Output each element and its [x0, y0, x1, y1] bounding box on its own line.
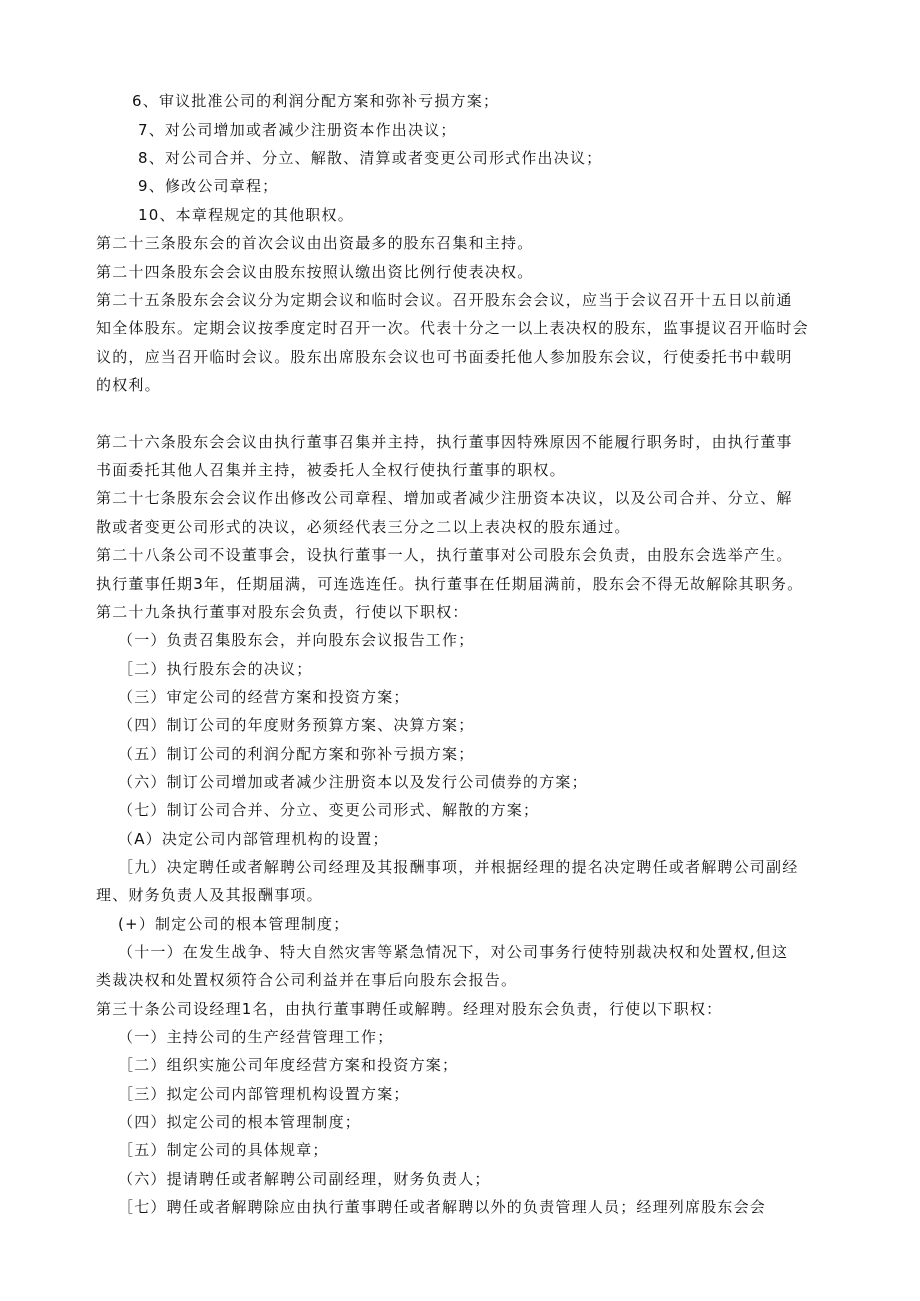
text-line: 第二十九条执行董事对股东会负责，行使以下职权： [96, 603, 469, 621]
text-line: ［七）聘任或者解聘除应由执行董事聘任或者解聘以外的负责管理人员；经理列席股东会会 [118, 1198, 767, 1216]
text-line: 知全体股东。定期会议按季度定时召开一次。代表十分之一以上表决权的股东，监事提议召开临时会 [96, 319, 809, 337]
text-line: ［三）拟定公司内部管理机构设置方案； [118, 1085, 410, 1103]
text-line: （六）制订公司增加或者减少注册资本以及发行公司债券的方案； [118, 773, 588, 791]
text-line: 7、对公司增加或者减少注册资本作出决议； [138, 121, 457, 139]
text-line: 散或者变更公司形式的决议，必须经代表三分之二以上表决权的股东通过。 [96, 518, 631, 536]
text-line: 书面委托其他人召集并主持，被委托人全权行使执行董事的职权。 [96, 461, 566, 479]
text-line: 第二十五条股东会会议分为定期会议和临时会议。召开股东会会议，应当于会议召开十五日以前通 [96, 291, 793, 309]
text-line: 理、财务负责人及其报酬事项。 [96, 886, 323, 904]
text-line: （四）拟定公司的根本管理制度； [118, 1113, 362, 1131]
text-line: （一）主持公司的生产经营管理工作； [118, 1028, 394, 1046]
text-line: ［二）组织实施公司年度经营方案和投资方案； [118, 1056, 459, 1074]
text-line: （七）制订公司合并、分立、变更公司形式、解散的方案； [118, 801, 540, 819]
text-line: 8、对公司合并、分立、解散、清算或者变更公司形式作出决议； [138, 149, 603, 167]
text-line: ［五）制定公司的具体规章； [118, 1141, 329, 1159]
text-line: （十一）在发生战争、特大自然灾害等紧急情况下，对公司事务行使特别裁决权和处置权,但这 [118, 943, 789, 961]
text-line: 议的，应当召开临时会议。股东出席股东会议也可书面委托他人参加股东会议，行使委托书中载明 [96, 348, 793, 366]
text-line: （五）制订公司的利润分配方案和弥补亏损方案； [118, 745, 475, 763]
text-line: 第二十八条公司不设董事会，设执行董事一人，执行董事对公司股东会负责，由股东会选举产生。 [96, 546, 793, 564]
text-line: (+）制定公司的根本管理制度； [118, 915, 350, 933]
text-line: 第二十三条股东会的首次会议由出资最多的股东召集和主持。 [96, 234, 534, 252]
text-line: ［二）执行股东会的决议； [118, 660, 313, 678]
text-line: 类裁决权和处置权须符合公司利益并在事后向股东会报告。 [96, 971, 518, 989]
text-line: 第二十七条股东会会议作出修改公司章程、增加或者减少注册资本决议，以及公司合并、分立、解 [96, 489, 793, 507]
text-line: 第二十六条股东会会议由执行董事召集并主持，执行董事因特殊原因不能履行职务时，由执行董事 [96, 433, 793, 451]
text-line: 10、本章程规定的其他职权。 [138, 206, 354, 224]
text-line: 第二十四条股东会会议由股东按照认缴出资比例行使表决权。 [96, 263, 534, 281]
text-line: 9、修改公司章程； [138, 177, 279, 195]
text-line: （A）决定公司内部管理机构的设置； [118, 830, 389, 848]
text-line: 6、审议批准公司的利润分配方案和弥补亏损方案； [132, 92, 500, 110]
text-line: 执行董事任期3年，任期届满，可连选连任。执行董事在任期届满前，股东会不得无故解除其职务。 [96, 575, 804, 593]
text-line: ［九）决定聘任或者解聘公司经理及其报酬事项，并根据经理的提名决定聘任或者解聘公司副经 [118, 858, 799, 876]
text-line: （四）制订公司的年度财务预算方案、决算方案； [118, 716, 475, 734]
text-line: 的权利。 [96, 376, 161, 394]
text-line: 第三十条公司设经理1名，由执行董事聘任或解聘。经理对股东会负责，行使以下职权： [96, 1000, 723, 1018]
text-line: （三）审定公司的经营方案和投资方案； [118, 688, 410, 706]
text-line: （一）负责召集股东会，并向股东会议报告工作； [118, 631, 475, 649]
text-line: （六）提请聘任或者解聘公司副经理，财务负责人； [118, 1170, 491, 1188]
